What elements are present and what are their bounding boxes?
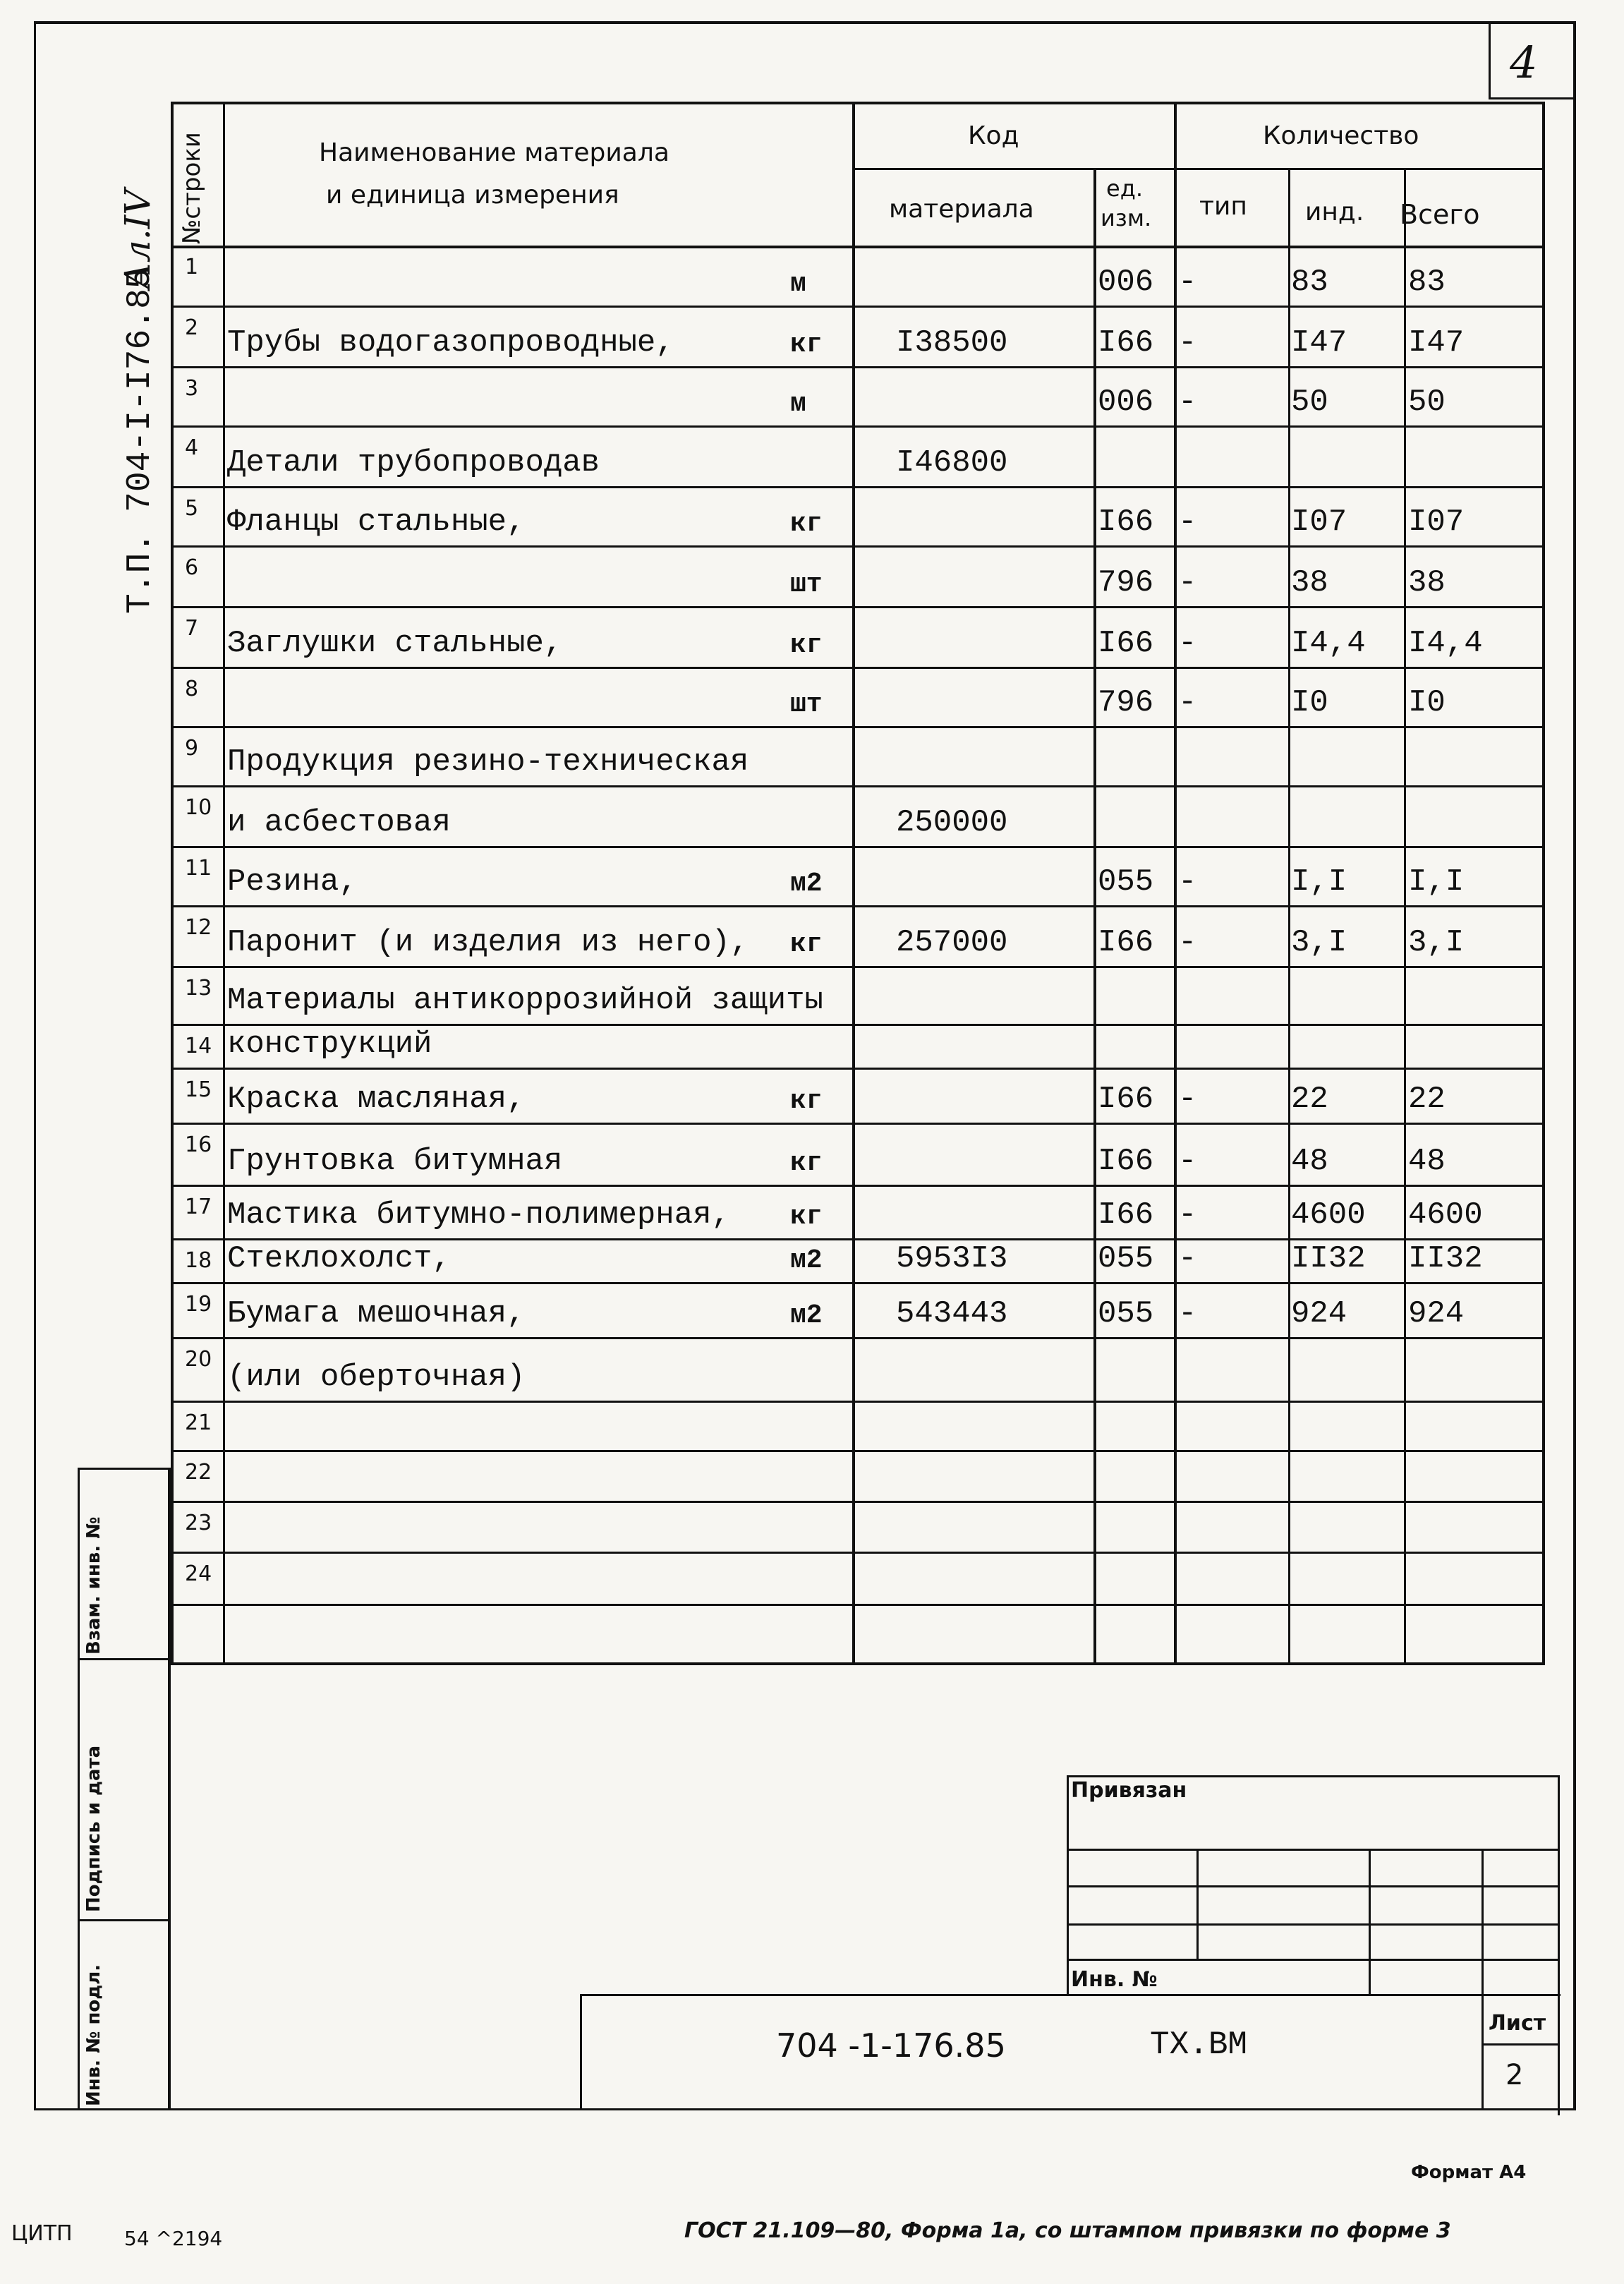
row-number: 20 — [185, 1347, 212, 1372]
stamp-v2 — [1369, 1849, 1371, 1994]
stamp-h2 — [1067, 1885, 1559, 1887]
qty-total: I0 — [1408, 685, 1446, 720]
unit-label: м2 — [790, 869, 823, 899]
qty-individual: I,I — [1291, 864, 1347, 900]
col-line-left — [171, 102, 174, 1665]
unit-label: м2 — [790, 1300, 823, 1331]
material-name: Продукция резино-техническая — [227, 744, 749, 780]
stamp-sheet-h — [1481, 2043, 1559, 2046]
stamp-top — [1067, 1775, 1559, 1777]
qty-total: I,I — [1408, 864, 1465, 900]
stamp-mark: ТХ.ВМ — [1150, 2026, 1248, 2063]
qty-individual: II32 — [1291, 1241, 1366, 1276]
qty-type: - — [1178, 565, 1197, 600]
stamp-sheet-left — [1481, 1994, 1484, 2110]
unit-label: кг — [790, 1086, 823, 1116]
material-code: I38500 — [896, 325, 1008, 361]
unit-label: м — [790, 269, 806, 299]
header-code-material: материала — [889, 195, 1034, 224]
unit-label: шт — [790, 569, 823, 600]
row-separator — [171, 726, 1544, 728]
stamp-privyazan: Привязан — [1071, 1778, 1187, 1803]
unit-code: 006 — [1098, 385, 1154, 420]
qty-type: - — [1178, 626, 1197, 661]
unit-label: кг — [790, 509, 823, 539]
row-separator — [171, 1068, 1544, 1070]
row-separator — [171, 905, 1544, 907]
unit-label: шт — [790, 689, 823, 720]
qty-total: 4600 — [1408, 1197, 1483, 1233]
unit-label: кг — [790, 1148, 823, 1178]
material-code: 5953I3 — [896, 1241, 1008, 1276]
material-name: и асбестовая — [227, 805, 451, 840]
footer-order-number: 54 ^2194 — [124, 2227, 223, 2250]
header-name-line2: и единица измерения — [326, 181, 619, 210]
page-number: 4 — [1510, 37, 1538, 88]
qty-total: 50 — [1408, 385, 1446, 420]
stamp-sheet-number: 2 — [1505, 2059, 1524, 2091]
row-number: 12 — [185, 915, 212, 940]
header-code: Код — [968, 121, 1019, 150]
unit-code: 055 — [1098, 864, 1154, 900]
left-stamp-top — [78, 1468, 169, 1470]
header-qty-type: тип — [1199, 192, 1247, 221]
unit-code: 796 — [1098, 565, 1154, 600]
qty-individual: 924 — [1291, 1296, 1347, 1331]
stamp-sheet-label: Лист — [1489, 2011, 1546, 2036]
unit-code: I66 — [1098, 1197, 1154, 1233]
qty-individual: 38 — [1291, 565, 1328, 600]
qty-individual: I0 — [1291, 685, 1328, 720]
unit-code: 055 — [1098, 1296, 1154, 1331]
unit-code: I66 — [1098, 1144, 1154, 1179]
qty-type: - — [1178, 685, 1197, 720]
qty-individual: 48 — [1291, 1144, 1328, 1179]
qty-total: I4,4 — [1408, 626, 1483, 661]
material-name: Краска масляная, — [227, 1082, 526, 1117]
header-sub-line — [854, 168, 1542, 170]
footer-org: ЦИТП — [11, 2221, 73, 2246]
col-line-code — [852, 102, 855, 1665]
header-row-number: №строки — [178, 132, 206, 244]
material-name: Мастика битумно-полимерная, — [227, 1197, 730, 1233]
row-separator — [171, 1552, 1544, 1554]
col-line-ucode — [1093, 168, 1096, 1665]
frame-left — [34, 21, 36, 2110]
row-number: 9 — [185, 736, 199, 761]
row-separator — [171, 966, 1544, 968]
stamp-v1 — [1196, 1849, 1199, 1959]
qty-type: - — [1178, 1197, 1197, 1233]
row-separator — [171, 425, 1544, 428]
row-separator — [171, 306, 1544, 308]
qty-total: I07 — [1408, 504, 1465, 540]
row-separator — [171, 366, 1544, 368]
qty-individual: 50 — [1291, 385, 1328, 420]
qty-individual: 4600 — [1291, 1197, 1366, 1233]
qty-individual: 3,I — [1291, 925, 1347, 960]
row-number: 5 — [185, 496, 199, 521]
row-separator — [171, 545, 1544, 548]
col-line-rownum — [223, 102, 225, 1665]
frame-right — [1573, 21, 1576, 2110]
material-code: 257000 — [896, 925, 1008, 960]
material-name: Грунтовка битумная — [227, 1144, 563, 1179]
material-name: Стеклохолст, — [227, 1241, 451, 1276]
material-code: 543443 — [896, 1296, 1008, 1331]
stamp-h1 — [1067, 1849, 1559, 1851]
header-unit-line1: ед. — [1106, 175, 1143, 202]
side-document-code: Т.П. 704-I-I76.85 — [121, 268, 159, 614]
left-stamp-div1 — [78, 1658, 169, 1660]
row-number: 23 — [185, 1511, 212, 1535]
row-number: 8 — [185, 677, 199, 701]
frame-top — [34, 21, 1575, 24]
material-name: Резина, — [227, 864, 358, 900]
row-number: 16 — [185, 1132, 212, 1157]
row-number: 13 — [185, 976, 212, 1001]
pagebox-left — [1489, 21, 1491, 99]
material-name: конструкций — [227, 1027, 432, 1062]
stamp-document-code: 704 -1-176.85 — [776, 2026, 1006, 2065]
unit-label: кг — [790, 929, 823, 960]
row-number: 3 — [185, 376, 199, 401]
unit-label: м2 — [790, 1245, 823, 1276]
col-line-total — [1404, 168, 1406, 1665]
row-number: 1 — [185, 255, 199, 279]
qty-type: - — [1178, 864, 1197, 900]
row-separator — [171, 785, 1544, 787]
unit-code: 055 — [1098, 1241, 1154, 1276]
side-album: Ал.IV — [117, 189, 158, 289]
unit-code: 796 — [1098, 685, 1154, 720]
material-name: Заглушки стальные, — [227, 626, 563, 661]
row-separator — [171, 1024, 1544, 1026]
unit-code: I66 — [1098, 925, 1154, 960]
row-separator — [171, 1337, 1544, 1339]
qty-type: - — [1178, 1144, 1197, 1179]
row-number: 15 — [185, 1077, 212, 1102]
row-separator — [171, 606, 1544, 608]
material-name: (или оберточная) — [227, 1360, 526, 1395]
row-number: 7 — [185, 616, 199, 641]
qty-individual: 22 — [1291, 1082, 1328, 1117]
frame-bottom — [34, 2108, 1576, 2110]
row-separator — [171, 1401, 1544, 1403]
table-top-line — [171, 102, 1542, 104]
header-bottom-line — [171, 246, 1542, 248]
stamp-main-left — [580, 1994, 582, 2110]
qty-total: 22 — [1408, 1082, 1446, 1117]
header-qty-ind: инд. — [1305, 198, 1364, 226]
row-separator — [171, 1185, 1544, 1187]
header-qty-total: Всего — [1400, 199, 1480, 230]
unit-label: кг — [790, 1202, 823, 1232]
material-name: Бумага мешочная, — [227, 1296, 526, 1331]
row-number: 24 — [185, 1561, 212, 1586]
row-number: 22 — [185, 1460, 212, 1485]
row-separator — [171, 1282, 1544, 1284]
row-number: 11 — [185, 856, 212, 881]
qty-total: 48 — [1408, 1144, 1446, 1179]
qty-type: - — [1178, 504, 1197, 540]
row-number: 19 — [185, 1292, 212, 1317]
col-line-type — [1174, 102, 1177, 1665]
qty-type: - — [1178, 265, 1197, 300]
header-quantity: Количество — [1263, 121, 1419, 150]
left-stamp-outer — [78, 1468, 80, 2110]
unit-code: I66 — [1098, 504, 1154, 540]
header-name-line1: Наименование материала — [319, 138, 669, 167]
qty-type: - — [1178, 1082, 1197, 1117]
row-separator — [171, 1501, 1544, 1503]
qty-total: 924 — [1408, 1296, 1465, 1331]
stamp-right — [1558, 1775, 1560, 2115]
row-number: 18 — [185, 1248, 212, 1273]
header-unit-line2: изм. — [1101, 205, 1152, 231]
unit-code: I66 — [1098, 1082, 1154, 1117]
row-separator — [171, 1238, 1544, 1240]
stamp-h4 — [1067, 1959, 1559, 1961]
row-number: 21 — [185, 1410, 212, 1435]
unit-code: I66 — [1098, 626, 1154, 661]
row-separator — [171, 1604, 1544, 1606]
table-bottom-line — [171, 1662, 1542, 1665]
qty-total: I47 — [1408, 325, 1465, 361]
material-name: Трубы водогазопроводные, — [227, 325, 674, 361]
material-name: Паронит (и изделия из него), — [227, 925, 749, 960]
footer-format: Формат А4 — [1411, 2162, 1527, 2183]
unit-label: м — [790, 389, 806, 419]
row-number: 17 — [185, 1195, 212, 1219]
row-number: 14 — [185, 1034, 212, 1058]
qty-type: - — [1178, 325, 1197, 361]
material-code: I46800 — [896, 445, 1008, 481]
unit-code: I66 — [1098, 325, 1154, 361]
qty-total: II32 — [1408, 1241, 1483, 1276]
row-separator — [171, 486, 1544, 488]
stamp-label-signature-date: Подпись и дата — [83, 1745, 104, 1912]
left-stamp-div2 — [78, 1919, 169, 1921]
row-separator — [171, 846, 1544, 848]
pagebox-bottom — [1489, 97, 1576, 99]
qty-total: 38 — [1408, 565, 1446, 600]
material-name: Детали трубопроводав — [227, 445, 600, 481]
material-name: Материалы антикоррозийной защиты — [227, 983, 823, 1018]
qty-total: 3,I — [1408, 925, 1465, 960]
qty-total: 83 — [1408, 265, 1446, 300]
footer-gost: ГОСТ 21.109—80, Форма 1а, со штампом привязки по форме 3 — [684, 2218, 1451, 2243]
qty-individual: I4,4 — [1291, 626, 1366, 661]
stamp-h3 — [1067, 1923, 1559, 1926]
row-separator — [171, 667, 1544, 669]
row-number: 4 — [185, 435, 199, 460]
stamp-label-inv-original: Инв. № подл. — [83, 1964, 104, 2106]
col-line-right — [1542, 102, 1545, 1665]
stamp-v3 — [1481, 1849, 1484, 1994]
unit-label: кг — [790, 330, 823, 360]
qty-type: - — [1178, 1296, 1197, 1331]
row-number: 10 — [185, 795, 212, 820]
qty-individual: I47 — [1291, 325, 1347, 361]
row-number: 6 — [185, 555, 199, 580]
stamp-inv-no: Инв. № — [1071, 1967, 1158, 1992]
qty-type: - — [1178, 385, 1197, 420]
unit-label: кг — [790, 630, 823, 660]
material-code: 250000 — [896, 805, 1008, 840]
qty-type: - — [1178, 925, 1197, 960]
row-separator — [171, 1123, 1544, 1125]
qty-individual: 83 — [1291, 265, 1328, 300]
row-separator — [171, 1450, 1544, 1452]
stamp-label-vzam-inv: Взам. инв. № — [83, 1516, 104, 1655]
stamp-main-top — [580, 1994, 1561, 1996]
qty-individual: I07 — [1291, 504, 1347, 540]
col-line-ind — [1288, 168, 1290, 1665]
qty-type: - — [1178, 1241, 1197, 1276]
material-name: Фланцы стальные, — [227, 504, 526, 540]
unit-code: 006 — [1098, 265, 1154, 300]
row-number: 2 — [185, 315, 199, 340]
